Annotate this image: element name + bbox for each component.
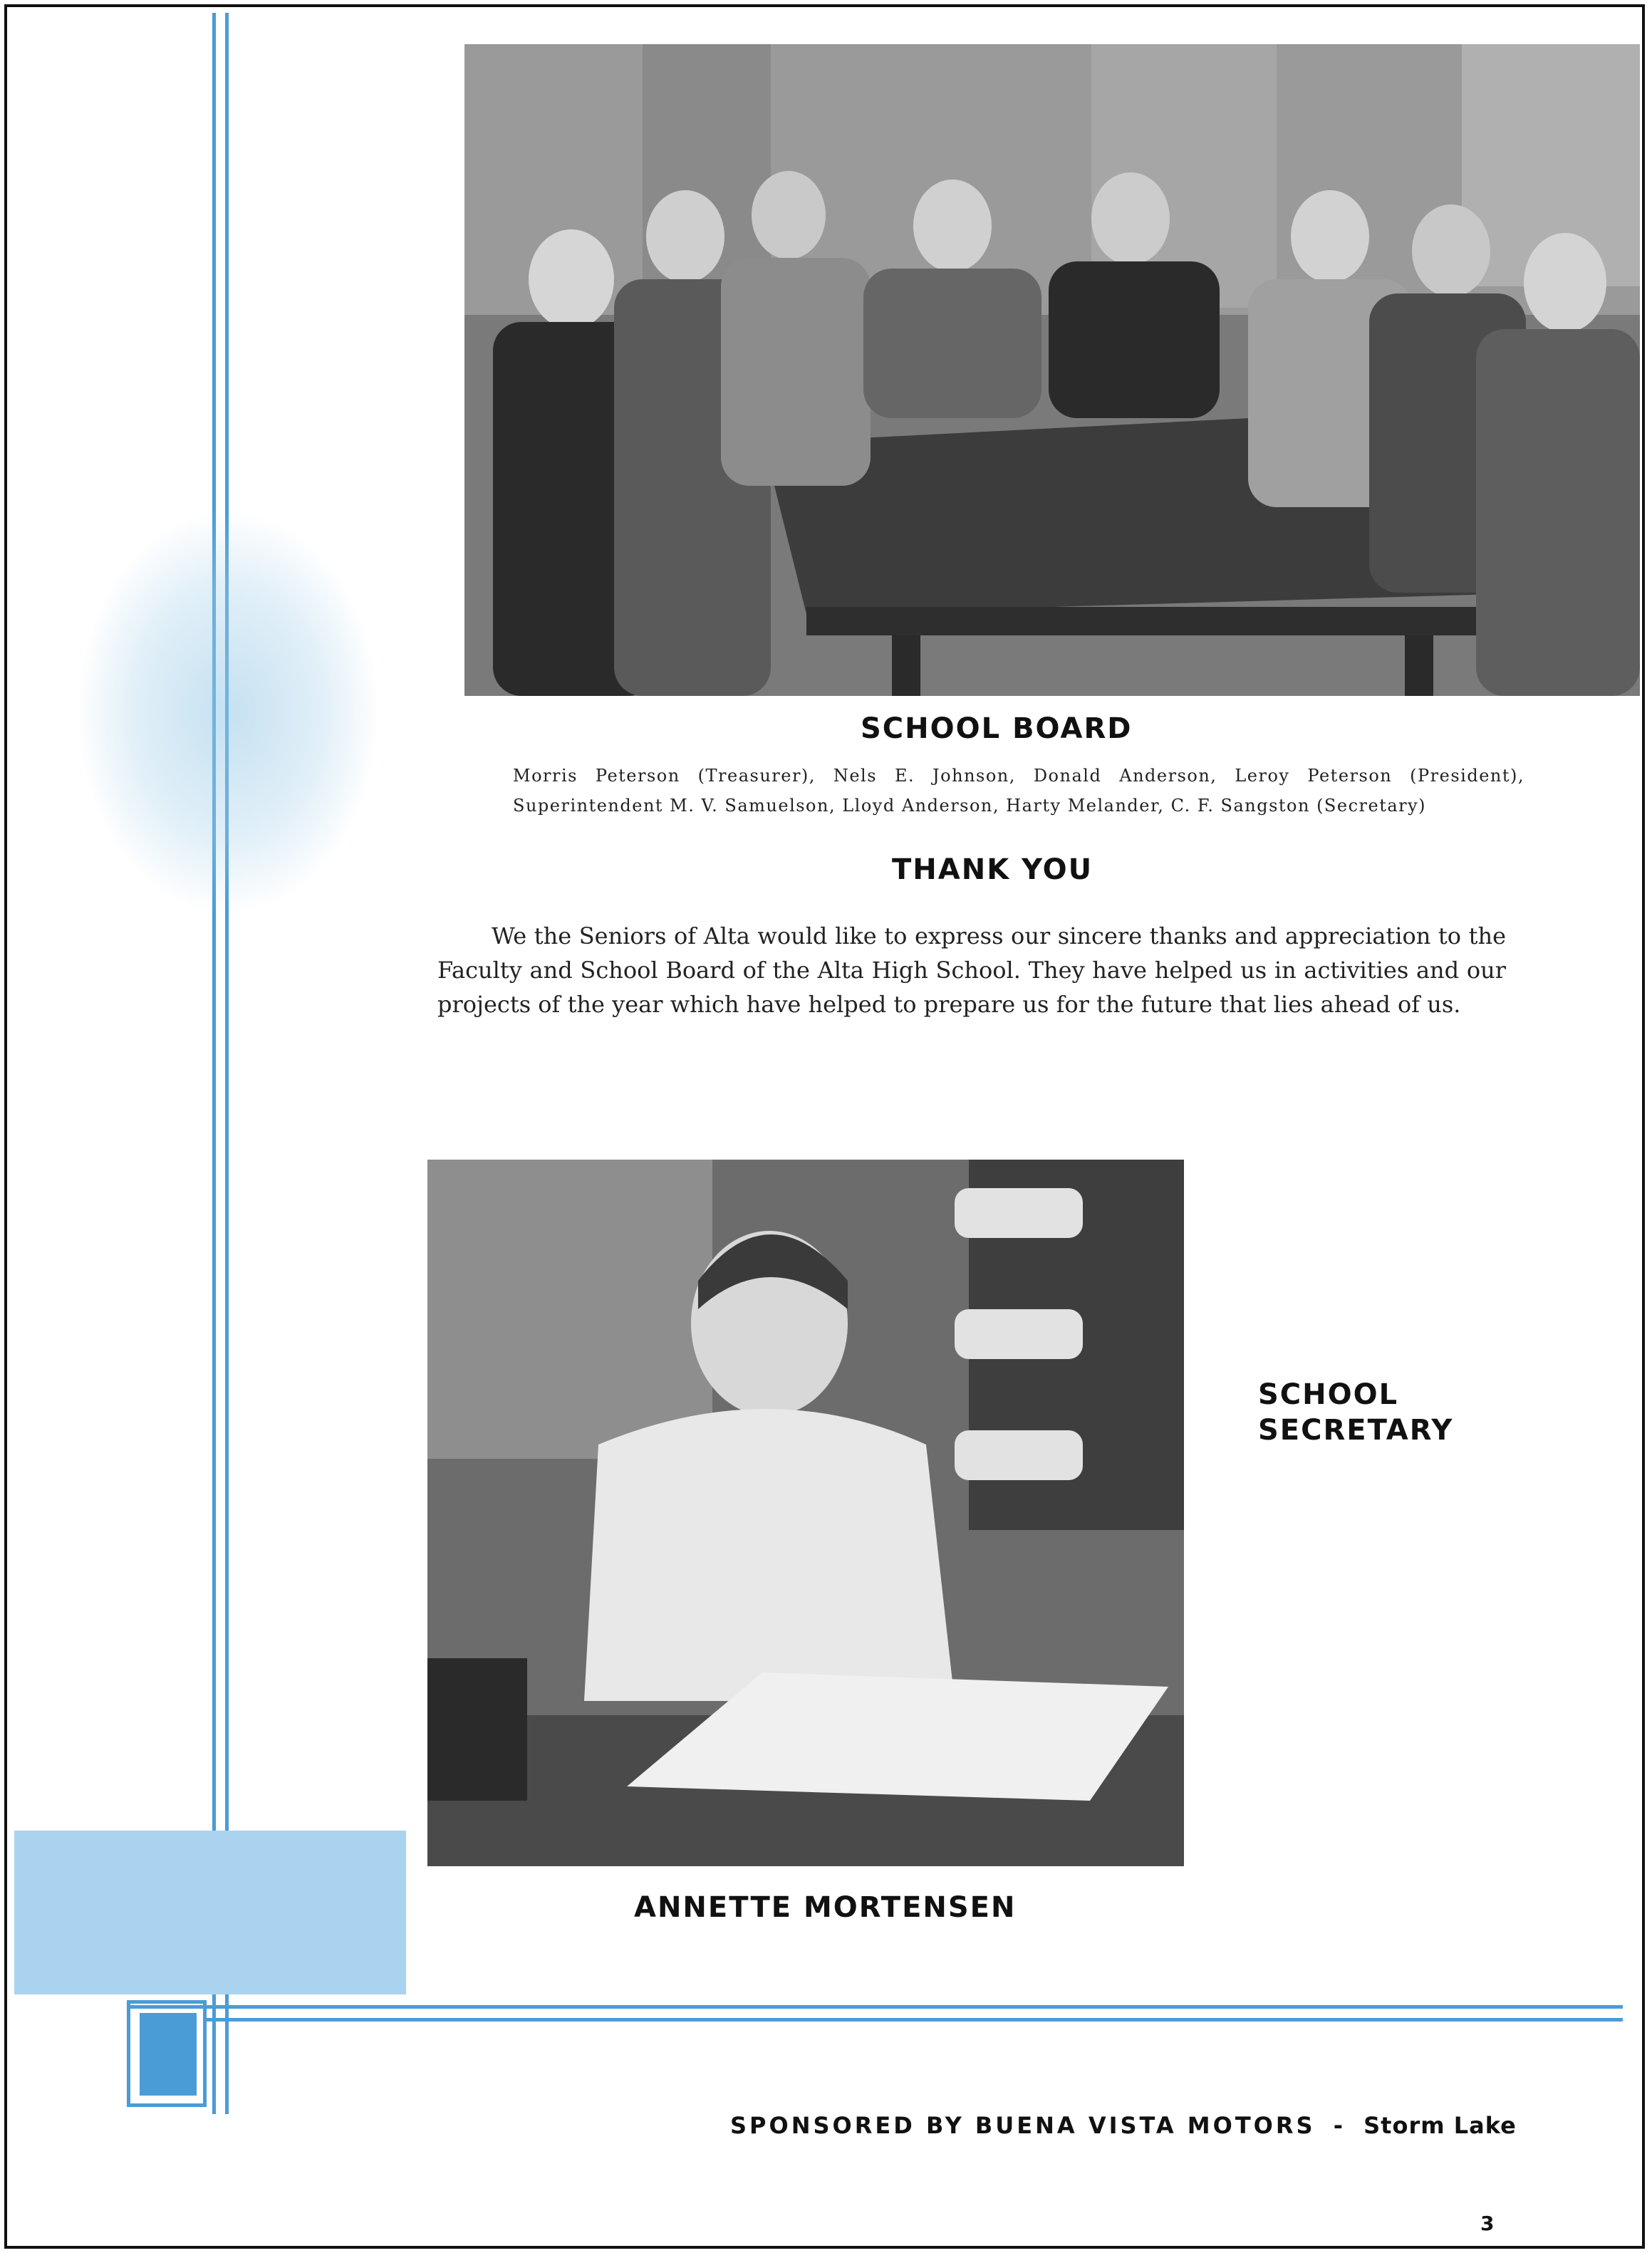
page-number: 3 (1480, 2212, 1495, 2235)
secretary-name: ANNETTE MORTENSEN (634, 1891, 1017, 1924)
left-rule-outer (212, 13, 216, 2114)
thank-you-heading: THANK YOU (892, 853, 1093, 886)
school-board-heading: SCHOOL BOARD (861, 712, 1133, 745)
bottom-rule-lower (207, 2018, 1623, 2022)
secretary-label-line2: SECRETARY (1258, 1414, 1454, 1447)
sponsor-line (730, 2112, 1517, 2139)
decorative-texture (78, 513, 378, 912)
sponsor-location: Storm Lake (1363, 2112, 1517, 2139)
sponsor-separator: - (1333, 2112, 1346, 2139)
corner-square (140, 2013, 197, 2096)
secretary-label-line1: SCHOOL (1258, 1378, 1399, 1411)
school-board-caption: Morris Peterson (Treasurer), Nels E. Johnson, Donald Anderson, Leroy Peterson (President), Superintendent M. V. Samuelson, Lloyd Anderson, Harty Melander, C. F. Sangston (Secretary) (513, 766, 1524, 816)
thank-you-body: We the Seniors of Alta would like to express our sincere thanks and appreciation to the Faculty and School Board of the Alta High School. They have helped us in activities and our projects of the year which have helped to prepare us for the future that lies ahead of us. (437, 922, 1506, 1018)
left-rule-inner (225, 13, 229, 2114)
corner-color-block (14, 1831, 406, 1994)
secretary-photo (427, 1160, 1184, 1866)
school-board-photo (464, 44, 1640, 696)
sponsor-text: SPONSORED BY BUENA VISTA MOTORS (730, 2112, 1316, 2139)
bottom-rule-upper (127, 2005, 1623, 2009)
